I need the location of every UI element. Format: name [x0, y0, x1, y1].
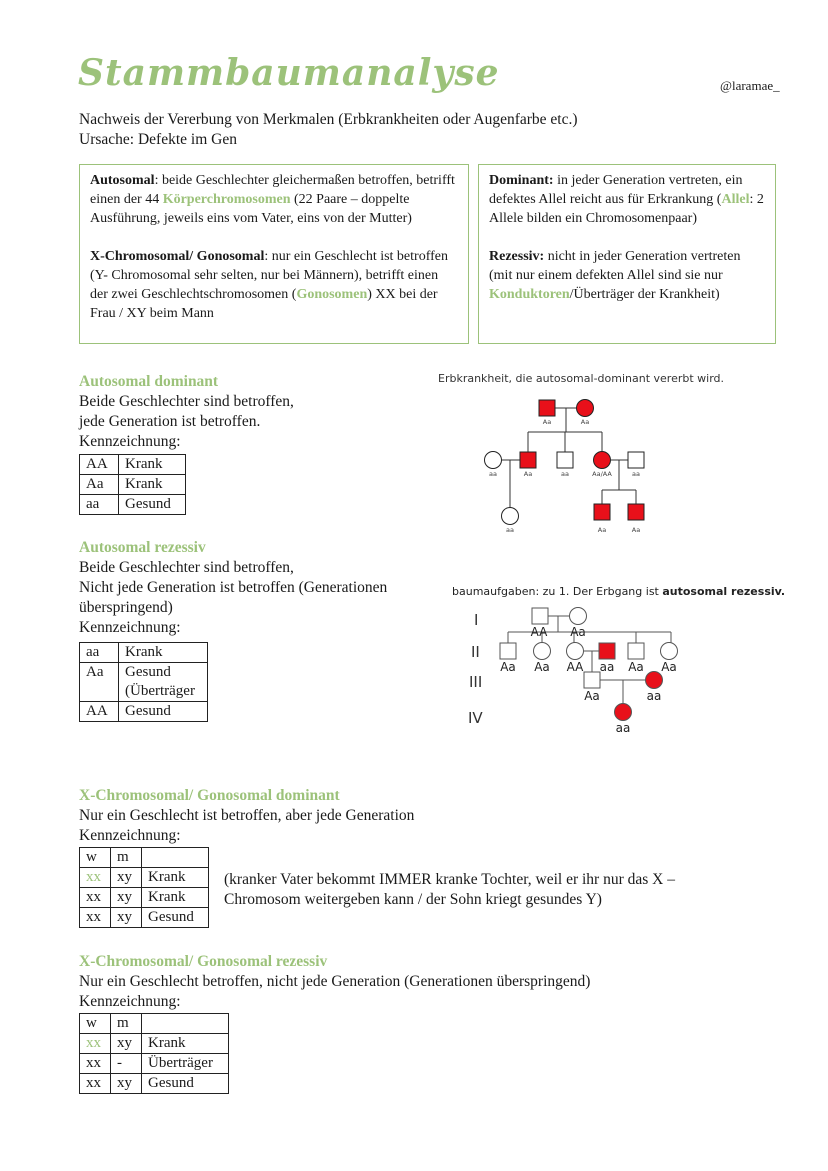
healthy-male-symbol — [532, 608, 548, 624]
generation-label: I — [474, 611, 479, 629]
table-cell: Krank — [119, 643, 208, 663]
genotype-label: Aa — [580, 418, 590, 426]
table-cell: xx — [80, 1054, 111, 1074]
healthy-female-symbol — [567, 643, 584, 660]
genotype-label: aa — [561, 470, 569, 478]
table-cell: AA — [80, 702, 119, 722]
affected-female-symbol — [615, 704, 632, 721]
table-row — [80, 702, 208, 722]
x-rezessiv-section — [79, 952, 590, 1094]
genotype-label: Aa — [570, 625, 586, 639]
healthy-female-symbol — [534, 643, 551, 660]
table-row — [80, 1014, 229, 1034]
table-cell: Krank — [119, 455, 186, 475]
table-cell: Aa — [80, 663, 119, 702]
table-row — [80, 643, 208, 663]
genotype-label: aa — [615, 721, 631, 735]
intro-line: Nachweis der Vererbung von Merkmalen (Erbkrankheiten oder Augenfarbe etc.) — [79, 111, 578, 128]
genotype-label: Aa — [628, 660, 644, 674]
genotype-table — [79, 1013, 229, 1094]
section-line: Nicht jede Generation ist betroffen (Generationen — [79, 579, 388, 596]
section-line: überspringend) — [79, 599, 173, 616]
caption-bold: autosomal rezessiv. — [662, 585, 786, 598]
genotype-label: Aa — [631, 526, 641, 534]
genotype-label: AA — [566, 660, 584, 674]
highlight-term: Körperchromosomen — [162, 192, 291, 207]
table-cell: Gesund (Überträger — [119, 663, 208, 702]
x-dominant-note — [224, 870, 675, 910]
table-cell: xy — [111, 1034, 142, 1054]
healthy-female-symbol — [570, 608, 587, 625]
affected-female-symbol — [577, 400, 594, 417]
genotype-label: aa — [646, 689, 662, 703]
table-cell: xx — [80, 888, 111, 908]
dominant-definition — [489, 171, 765, 228]
table-cell: m — [111, 848, 142, 868]
table-cell: xx — [80, 868, 111, 888]
affected-male-symbol — [628, 504, 644, 520]
section-title: X-Chromosomal/ Gonosomal rezessiv — [79, 953, 328, 970]
definition-text: ) XX bei der Frau / XY beim Mann — [90, 287, 438, 321]
definition-box-dominance — [478, 164, 776, 344]
table-cell: m — [111, 1014, 142, 1034]
term-label: Rezessiv: — [489, 249, 545, 264]
healthy-male-symbol — [500, 643, 516, 659]
table-row — [80, 1054, 229, 1074]
definition-text: : beide Geschlechter gleichermaßen betroffen, betrifft einen der 44 — [90, 173, 455, 207]
definition-text: in jeder Generation vertreten, ein defektes Allel reicht aus für Erkrankung ( — [489, 173, 743, 207]
table-cell: Krank — [142, 888, 209, 908]
section-line: jede Generation ist betroffen. — [79, 413, 261, 430]
autosomal-dominant-section — [79, 372, 294, 515]
table-row — [80, 475, 186, 495]
genotype-label: aa — [506, 526, 514, 534]
affected-male-symbol — [520, 452, 536, 468]
note-line: Chromosom weitergeben kann / der Sohn kriegt gesundes Y) — [224, 891, 602, 908]
kennzeichnung-label: Kennzeichnung: — [79, 827, 181, 844]
genotype-label: aa — [489, 470, 497, 478]
healthy-female-symbol — [661, 643, 678, 660]
table-cell: xx — [80, 1074, 111, 1094]
definition-text: /Überträger der Krankheit) — [569, 287, 720, 302]
table-cell: Gesund — [119, 495, 186, 515]
table-cell: xx — [80, 908, 111, 928]
genotype-table — [79, 642, 208, 722]
intro — [79, 110, 578, 150]
table-cell: Gesund — [142, 1074, 229, 1094]
kennzeichnung-label: Kennzeichnung: — [79, 619, 181, 636]
table-row — [80, 1034, 229, 1054]
table-row — [80, 868, 209, 888]
table-cell: xy — [111, 868, 142, 888]
highlight-term: Allel — [721, 192, 750, 207]
pedigree-autosomal-dominant — [430, 366, 760, 536]
genotype-label: Aa — [584, 689, 600, 703]
term-label: X-Chromosomal/ Gonosomal — [90, 249, 265, 264]
table-cell — [142, 848, 209, 868]
table-row — [80, 663, 208, 702]
generation-label: II — [471, 643, 480, 661]
rezessiv-definition — [489, 247, 765, 304]
section-line: Nur ein Geschlecht betroffen, nicht jede Generation (Generationen überspringend) — [79, 973, 591, 990]
table-cell: Krank — [142, 868, 209, 888]
section-line: Nur ein Geschlecht ist betroffen, aber jede Generation — [79, 807, 415, 824]
section-line: Beide Geschlechter sind betroffen, — [79, 559, 294, 576]
table-row — [80, 848, 209, 868]
genotype-label: Aa — [523, 470, 533, 478]
table-cell: xy — [111, 888, 142, 908]
highlight-term: Konduktoren — [489, 287, 570, 302]
healthy-male-symbol — [557, 452, 573, 468]
affected-male-symbol — [599, 643, 615, 659]
affected-male-symbol — [594, 504, 610, 520]
genotype-label: Aa/AA — [592, 470, 612, 478]
table-cell: Aa — [80, 475, 119, 495]
pedigree-caption — [452, 585, 785, 598]
caption-text: baumaufgaben: zu 1. Der Erbgang ist — [452, 585, 663, 598]
genotype-label: aa — [632, 470, 640, 478]
term-label: Dominant: — [489, 173, 554, 188]
kennzeichnung-label: Kennzeichnung: — [79, 433, 181, 450]
affected-male-symbol — [539, 400, 555, 416]
genotype-label: Aa — [597, 526, 607, 534]
table-row — [80, 495, 186, 515]
kennzeichnung-label: Kennzeichnung: — [79, 993, 181, 1010]
generation-label: III — [469, 673, 483, 691]
healthy-male-symbol — [628, 452, 644, 468]
table-cell: Gesund — [142, 908, 209, 928]
table-cell: w — [80, 848, 111, 868]
definition-box-inheritance-location — [79, 164, 469, 344]
highlight-term: Gonosomen — [296, 287, 368, 302]
section-title: Autosomal dominant — [79, 373, 219, 390]
pedigree-caption: Erbkrankheit, die autosomal-dominant vererbt wird. — [438, 372, 725, 385]
table-row — [80, 1074, 229, 1094]
healthy-female-symbol — [502, 508, 519, 525]
table-cell: xx — [80, 1034, 111, 1054]
autosomal-definition — [90, 171, 458, 228]
definition-text: (22 Paare – doppelte Ausführung, jeweils eins vom Vater, eins von der Mutter) — [90, 192, 412, 226]
table-cell: Überträger — [142, 1054, 229, 1074]
table-cell — [142, 1014, 229, 1034]
genotype-label: Aa — [534, 660, 550, 674]
table-cell: Gesund — [119, 702, 208, 722]
table-cell: xy — [111, 1074, 142, 1094]
definition-text: : nur ein Geschlecht ist betroffen (Y- Chromosomal sehr selten, nur bei Männern), betrifft einen der zwei Geschlechtschromosomen ( — [90, 249, 448, 302]
genotype-label: Aa — [542, 418, 552, 426]
table-cell: - — [111, 1054, 142, 1074]
genotype-label: AA — [530, 625, 548, 639]
intro-line: Ursache: Defekte im Gen — [79, 131, 237, 148]
term-label: Autosomal — [90, 173, 155, 188]
autosomal-rezessiv-section — [79, 538, 387, 722]
page-title: Stammbaumanalyse — [78, 52, 500, 94]
healthy-male-symbol — [628, 643, 644, 659]
affected-female-symbol — [646, 672, 663, 689]
genotype-label: aa — [599, 660, 615, 674]
affected-female-symbol — [594, 452, 611, 469]
table-cell: xy — [111, 908, 142, 928]
section-title: Autosomal rezessiv — [79, 539, 206, 556]
pedigree-autosomal-rezessiv — [446, 580, 786, 740]
healthy-female-symbol — [485, 452, 502, 469]
gonosomal-definition — [90, 247, 458, 323]
genotype-label: Aa — [661, 660, 677, 674]
table-row — [80, 908, 209, 928]
table-cell: Krank — [142, 1034, 229, 1054]
section-title: X-Chromosomal/ Gonosomal dominant — [79, 787, 340, 804]
definition-text: nicht in jeder Generation vertreten (mit nur einem defekten Allel sind sie nur — [489, 249, 741, 283]
healthy-male-symbol — [584, 672, 600, 688]
table-cell: aa — [80, 495, 119, 515]
author-handle: @laramae_ — [720, 78, 780, 93]
genotype-label: Aa — [500, 660, 516, 674]
table-row — [80, 455, 186, 475]
definition-text: : 2 Allele bilden ein Chromosomenpaar) — [489, 192, 764, 226]
generation-label: IV — [468, 709, 483, 727]
table-row — [80, 888, 209, 908]
table-cell: Krank — [119, 475, 186, 495]
table-cell: aa — [80, 643, 119, 663]
table-cell: w — [80, 1014, 111, 1034]
note-line: (kranker Vater bekommt IMMER kranke Tochter, weil er ihr nur das X – — [224, 871, 675, 888]
section-line: Beide Geschlechter sind betroffen, — [79, 393, 294, 410]
genotype-table — [79, 454, 186, 515]
table-cell: AA — [80, 455, 119, 475]
genotype-table — [79, 847, 209, 928]
